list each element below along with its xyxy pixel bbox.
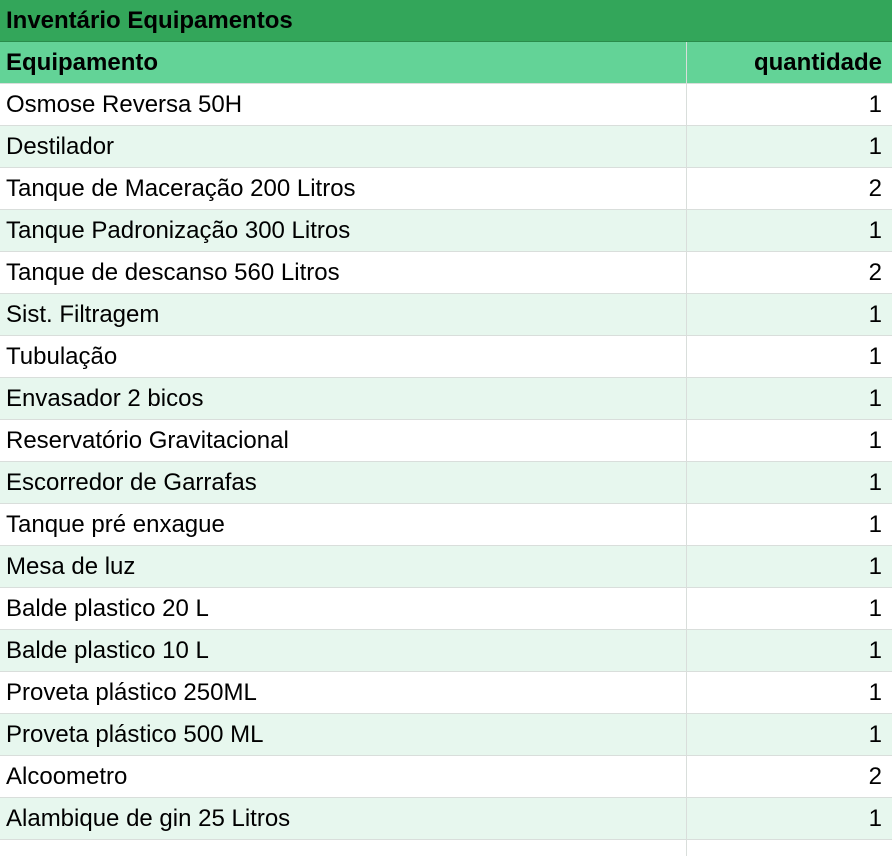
table-body bbox=[0, 84, 892, 840]
quantity-cell[interactable]: 1 bbox=[868, 720, 882, 748]
quantity-cell[interactable]: 1 bbox=[868, 342, 882, 370]
table-row bbox=[0, 168, 892, 210]
quantity-cell[interactable]: 1 bbox=[868, 216, 882, 244]
equipment-name-cell[interactable]: Osmose Reversa 50H bbox=[0, 84, 687, 125]
column-header-equipamento[interactable]: Equipamento bbox=[0, 42, 687, 83]
table-row bbox=[0, 798, 892, 840]
equipment-name-cell[interactable]: Proveta plástico 250ML bbox=[0, 672, 687, 713]
equipment-name-cell[interactable]: Alcoometro bbox=[0, 756, 687, 797]
column-header-row bbox=[0, 42, 892, 84]
table-row bbox=[0, 378, 892, 420]
table-row bbox=[0, 210, 892, 252]
quantity-cell[interactable]: 1 bbox=[868, 552, 882, 580]
table-row bbox=[0, 546, 892, 588]
quantity-cell[interactable]: 1 bbox=[868, 804, 882, 832]
table-title: Inventário Equipamentos bbox=[6, 6, 293, 34]
equipment-name-cell[interactable]: Tubulação bbox=[0, 336, 687, 377]
quantity-cell[interactable]: 2 bbox=[868, 174, 882, 202]
equipment-name-cell[interactable]: Reservatório Gravitacional bbox=[0, 420, 687, 461]
table-row bbox=[0, 336, 892, 378]
equipment-name-cell[interactable]: Escorredor de Garrafas bbox=[0, 462, 687, 503]
quantity-cell[interactable]: 1 bbox=[868, 132, 882, 160]
quantity-cell[interactable]: 1 bbox=[868, 678, 882, 706]
table-row bbox=[0, 714, 892, 756]
quantity-cell[interactable]: 1 bbox=[868, 426, 882, 454]
empty-cell[interactable] bbox=[687, 840, 892, 856]
quantity-cell[interactable]: 1 bbox=[868, 468, 882, 496]
equipment-name-cell[interactable]: Envasador 2 bicos bbox=[0, 378, 687, 419]
quantity-cell[interactable]: 1 bbox=[868, 510, 882, 538]
table-row bbox=[0, 630, 892, 672]
equipment-name-cell[interactable]: Sist. Filtragem bbox=[0, 294, 687, 335]
quantity-cell[interactable]: 2 bbox=[868, 258, 882, 286]
equipment-name-cell[interactable]: Balde plastico 20 L bbox=[0, 588, 687, 629]
table-row bbox=[0, 462, 892, 504]
table-row bbox=[0, 294, 892, 336]
table-row bbox=[0, 504, 892, 546]
quantity-cell[interactable]: 1 bbox=[868, 594, 882, 622]
table-row bbox=[0, 588, 892, 630]
equipment-name-cell[interactable]: Balde plastico 10 L bbox=[0, 630, 687, 671]
table-title-cell[interactable] bbox=[0, 0, 892, 42]
quantity-cell[interactable]: 1 bbox=[868, 300, 882, 328]
empty-cell[interactable] bbox=[0, 840, 687, 856]
equipment-name-cell[interactable]: Proveta plástico 500 ML bbox=[0, 714, 687, 755]
column-header-quantidade[interactable]: quantidade bbox=[753, 48, 882, 76]
equipment-name-cell[interactable]: Tanque Padronização 300 Litros bbox=[0, 210, 687, 251]
table-row bbox=[0, 672, 892, 714]
table-row bbox=[0, 252, 892, 294]
equipment-name-cell[interactable]: Tanque pré enxague bbox=[0, 504, 687, 545]
quantity-cell[interactable]: 1 bbox=[868, 384, 882, 412]
equipment-name-cell[interactable]: Destilador bbox=[0, 126, 687, 167]
quantity-cell[interactable]: 1 bbox=[868, 636, 882, 664]
table-row bbox=[0, 84, 892, 126]
quantity-cell[interactable]: 2 bbox=[868, 762, 882, 790]
equipment-name-cell[interactable]: Tanque de Maceração 200 Litros bbox=[0, 168, 687, 209]
table-row bbox=[0, 420, 892, 462]
equipment-name-cell[interactable]: Mesa de luz bbox=[0, 546, 687, 587]
table-row bbox=[0, 756, 892, 798]
quantity-cell[interactable]: 1 bbox=[868, 90, 882, 118]
table-row bbox=[0, 126, 892, 168]
equipment-name-cell[interactable]: Alambique de gin 25 Litros bbox=[0, 798, 687, 839]
equipment-name-cell[interactable]: Tanque de descanso 560 Litros bbox=[0, 252, 687, 293]
empty-row bbox=[0, 840, 892, 856]
